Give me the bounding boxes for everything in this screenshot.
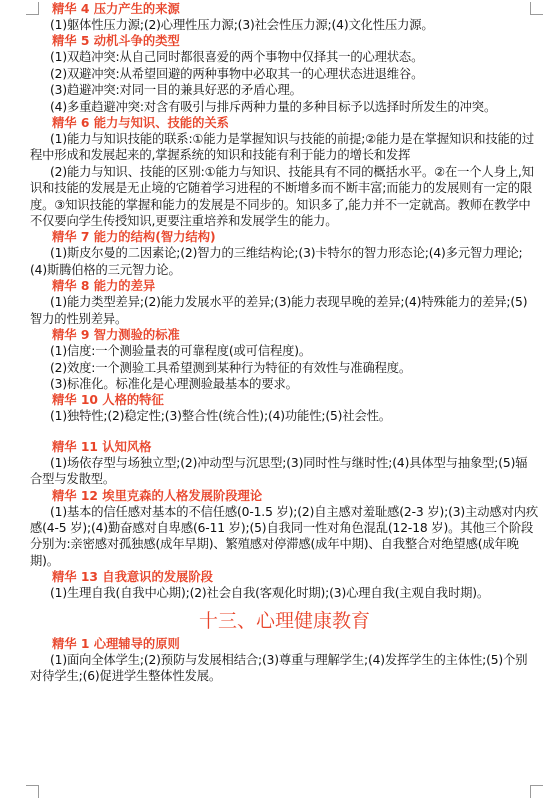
document-body [30, 1, 539, 684]
section-4-para-1: (1)躯体性压力源;(2)心理性压力源;(3)社会性压力源;(4)文化性压力源。 [50, 18, 434, 32]
section-9-para-1: (1)信度:一个测验量表的可靠程度(或可信程度)。 [50, 344, 312, 359]
section-10-para-1: (1)独特性;(2)稳定性;(3)整合性(统合性);(4)功能性;(5)社会性。 [50, 409, 391, 424]
section-6-para-2: (2)能力与知识、技能的区别:①能力与知识、技能具有不同的概括水平。②在一个人身上,知识和技能的发展是无止境的它随着学习进程的不断增多而不断丰富;而能力的发展则有一定的限度。③知识技能的掌握和能力的发展是不同步的。知识多了,能力并不一定就高。教师在教学中不仅要向学生传授知识,更要注重培养和发展学生的能力。 [30, 164, 534, 229]
chapter-section-1-para-1: (1)面向全体学生;(2)预防与发展相结合;(3)尊重与理解学生;(4)发挥学生的主体性;(5)个别对待学生;(6)促进学生整体性发展。 [30, 652, 528, 683]
crop-mark-bottom-right [530, 785, 543, 798]
section-5-para-2: (2)双避冲突:从希望回避的两种事物中必取其一的心理状态进退维谷。 [50, 66, 424, 81]
section-7-para-1: (1)斯皮尔曼的二因素论;(2)智力的三维结构论;(3)卡特尔的智力形态论;(4)多元智力理论;(4)斯腾伯格的三元智力论。 [30, 246, 523, 277]
section-heading-12: 精华 12 埃里克森的人格发展阶段理论 [52, 488, 263, 503]
section-9-para-2: (2)效度:一个测验工具希望测到某种行为特征的有效性与准确程度。 [50, 360, 412, 375]
section-heading-5: 精华 5 动机斗争的类型 [52, 34, 180, 49]
section-5-para-3: (3)趋避冲突:对同一目的兼具好恶的矛盾心理。 [50, 83, 302, 98]
section-5-para-1: (1)双趋冲突:从自己同时都很喜爱的两个事物中仅择其一的心理状态。 [50, 50, 424, 65]
section-13-para-1: (1)生理自我(自我中心期);(2)社会自我(客观化时期);(3)心理自我(主观自我时期)。 [50, 586, 490, 601]
section-heading-11: 精华 11 认知风格 [52, 439, 152, 454]
section-heading-9: 精华 9 智力测验的标准 [52, 328, 180, 343]
section-12-para-1: (1)基本的信任感对基本的不信任感(0-1.5 岁);(2)自主感对羞耻感(2-3 岁);(3)主动感对内疚感(4-5 岁);(4)勤奋感对自卑感(6-11 岁);(5)自我同一性对角色混乱(12-18 岁)。其他三个阶段分别为:亲密感对孤独感(成年早期)、繁殖感对停滞感(成年中期)、自我整合对绝望感(成年晚期)。 [30, 504, 538, 568]
section-heading-8: 精华 8 能力的差异 [52, 279, 156, 294]
section-heading-7: 精华 7 能力的结构(智力结构) [52, 230, 216, 245]
section-heading-4: 精华 4 压力产生的来源 [52, 2, 180, 16]
section-5-para-4: (4)多重趋避冲突:对含有吸引与排斥两种力量的多种目标予以选择时所发生的冲突。 [50, 99, 497, 114]
section-heading-10: 精华 10 人格的特征 [52, 393, 164, 408]
crop-mark-bottom-left [26, 785, 39, 798]
section-6-para-1: (1)能力与知识技能的联系:①能力是掌握知识与技能的前提;②能力是在掌握知识和技能的过程中形成和发展起来的,掌握系统的知识和技能有利于能力的增长和发挥 [30, 132, 534, 163]
section-heading-13: 精华 13 自我意识的发展阶段 [52, 570, 213, 585]
chapter-section-heading-1: 精华 1 心理辅导的原则 [52, 636, 180, 651]
section-8-para-1: (1)能力类型差异;(2)能力发展水平的差异;(3)能力表现早晚的差异;(4)特殊能力的差异;(5)智力的性别差异。 [30, 295, 528, 326]
section-9-para-3: (3)标准化。标准化是心理测验最基本的要求。 [50, 376, 298, 391]
section-heading-6: 精华 6 能力与知识、技能的关系 [52, 116, 229, 131]
section-11-para-1: (1)场依存型与场独立型;(2)冲动型与沉思型;(3)同时性与继时性;(4)具体型与抽象型;(5)辐合型与发散型。 [30, 455, 528, 487]
chapter-title: 十三、心理健康教育 [198, 609, 370, 632]
